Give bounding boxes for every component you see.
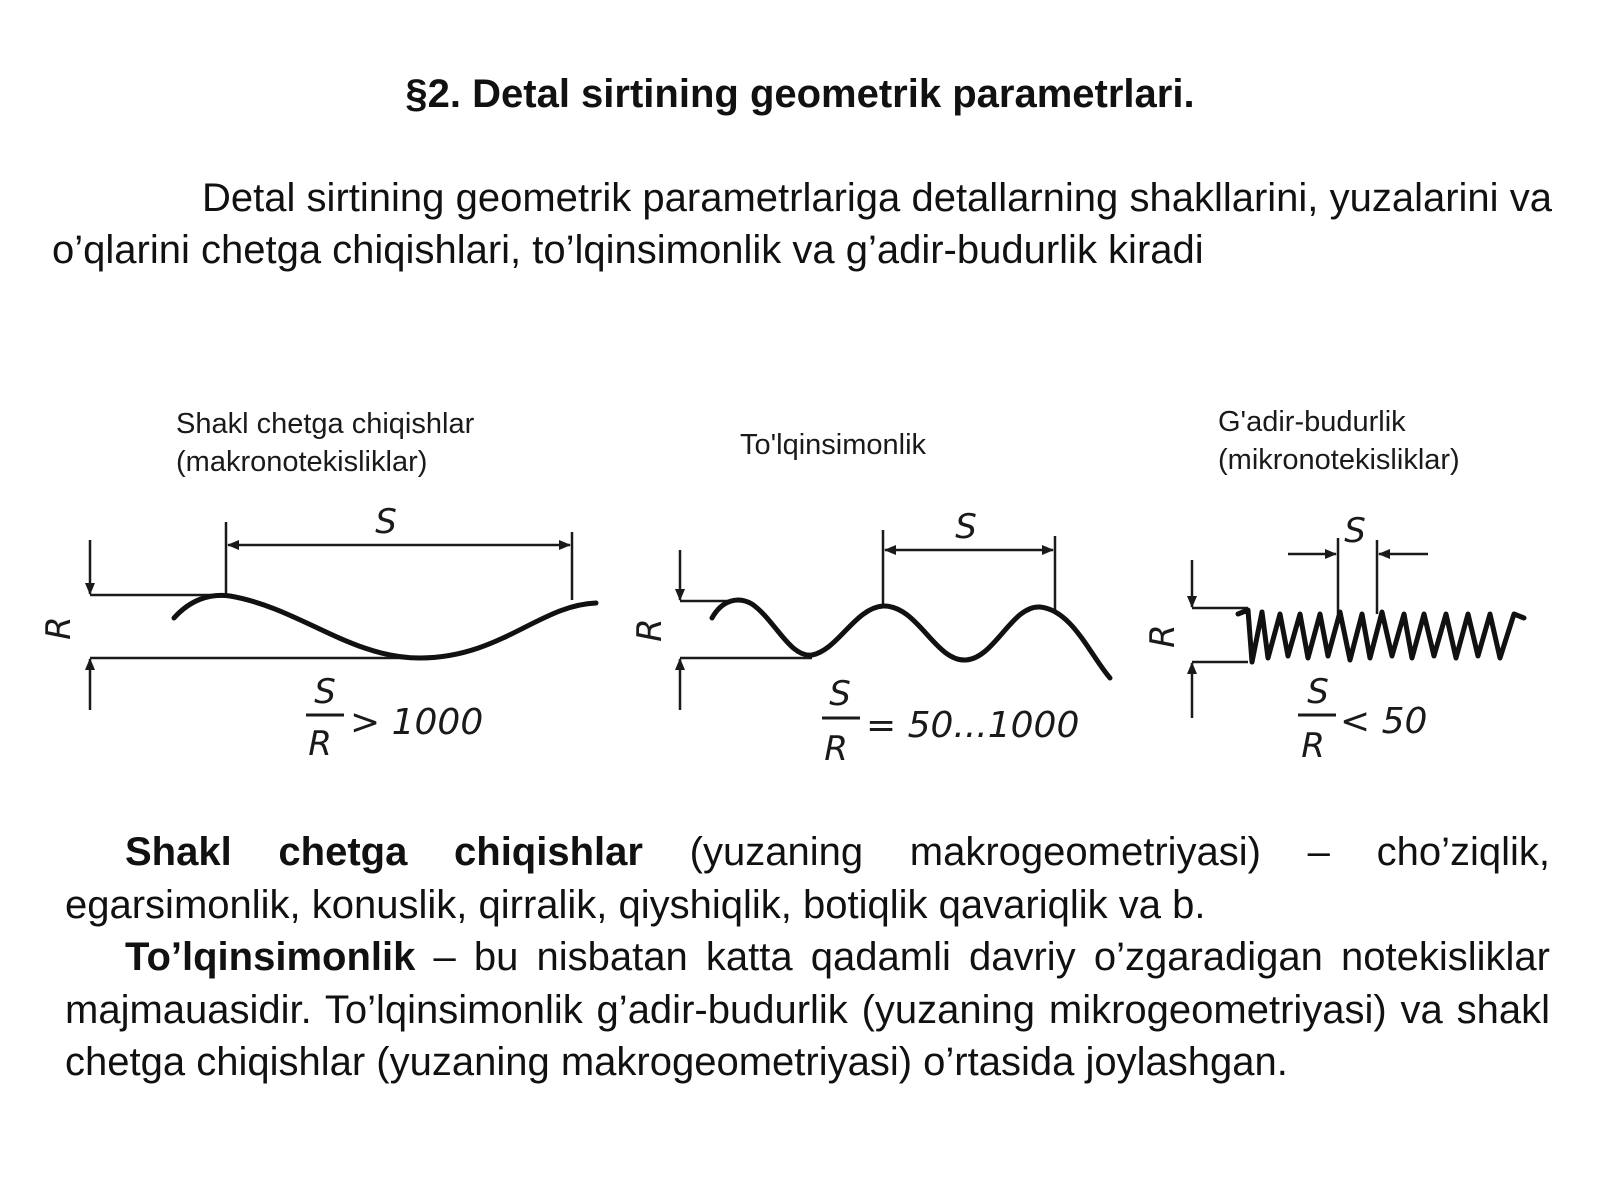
- panel-roughness: [1143, 406, 1524, 766]
- panel3-caption-line2: (mikronotekisliklar): [1218, 444, 1460, 476]
- panel1-height-label: R: [39, 616, 79, 640]
- body-text: [65, 826, 1550, 1089]
- panel1-ratio-numerator: S: [314, 672, 336, 712]
- paragraph-waviness-text: – bu nisbatan katta qadamli davriy o’zgaradigan notekisliklar majmauasidir. To’lqinsimonlik g’adir-budurlik (yuzaning mikrogeometriyasi) va shakl chetga chiqishlar (yuzaning makrogeometriyasi) o’rtasida joylashgan.: [65, 935, 1550, 1084]
- panel2-step-label: S: [955, 507, 977, 547]
- paragraph-form-deviations: [65, 826, 1550, 931]
- surface-parameters-figure: [0, 400, 1600, 790]
- intro-paragraph: Detal sirtining geometrik parametrlariga detallarning shakllarini, yuzalarini va o’qlarini chetga chiqishlari, to’lqinsimonlik va g’adir-budurlik kiradi: [52, 176, 1552, 272]
- panel2-ratio-value: = 50...1000: [866, 705, 1080, 746]
- panel1-caption-line1: Shakl chetga chiqishlar: [176, 408, 475, 440]
- panel3-profile-curve: [1238, 610, 1524, 662]
- panel3-caption-line1: G'adir-budurlik: [1218, 406, 1406, 438]
- panel1-step-label: S: [375, 502, 397, 542]
- term-form-deviations: Shakl chetga chiqishlar: [125, 830, 643, 874]
- term-waviness: To’lqinsimonlik: [125, 935, 416, 979]
- paragraph-form-deviations-text: (yuzaning makrogeometriyasi) – cho’ziqlik, egarsimonlik, konuslik, qirralik, qiyshiqlik, botiqlik qavariqlik va b.: [65, 830, 1550, 927]
- panel2-ratio-denominator: R: [824, 729, 848, 769]
- panel2-ratio-numerator: S: [829, 674, 851, 714]
- panel2-profile-curve: [712, 600, 1110, 678]
- figure-drawing: [0, 400, 1600, 790]
- panel1-ratio-value: > 1000: [350, 702, 484, 743]
- panel1-profile-curve: [174, 595, 596, 658]
- page-title: §2. Detal sirtining geometrik parametrlari.: [405, 72, 1195, 116]
- panel3-ratio-denominator: R: [1301, 726, 1325, 766]
- panel3-step-label: S: [1344, 511, 1366, 551]
- panel3-height-label: R: [1143, 624, 1183, 648]
- panel2-height-label: R: [630, 618, 670, 642]
- panel-form-deviation: [39, 408, 596, 764]
- paragraph-waviness: [65, 931, 1550, 1089]
- panel3-ratio-numerator: S: [1307, 672, 1329, 712]
- panel-waviness: [630, 429, 1110, 769]
- panel1-ratio-denominator: R: [308, 724, 332, 764]
- panel2-caption-line1: To'lqinsimonlik: [740, 429, 927, 461]
- panel1-caption-line2: (makronotekisliklar): [176, 446, 428, 478]
- panel3-ratio-value: < 50: [1340, 701, 1428, 742]
